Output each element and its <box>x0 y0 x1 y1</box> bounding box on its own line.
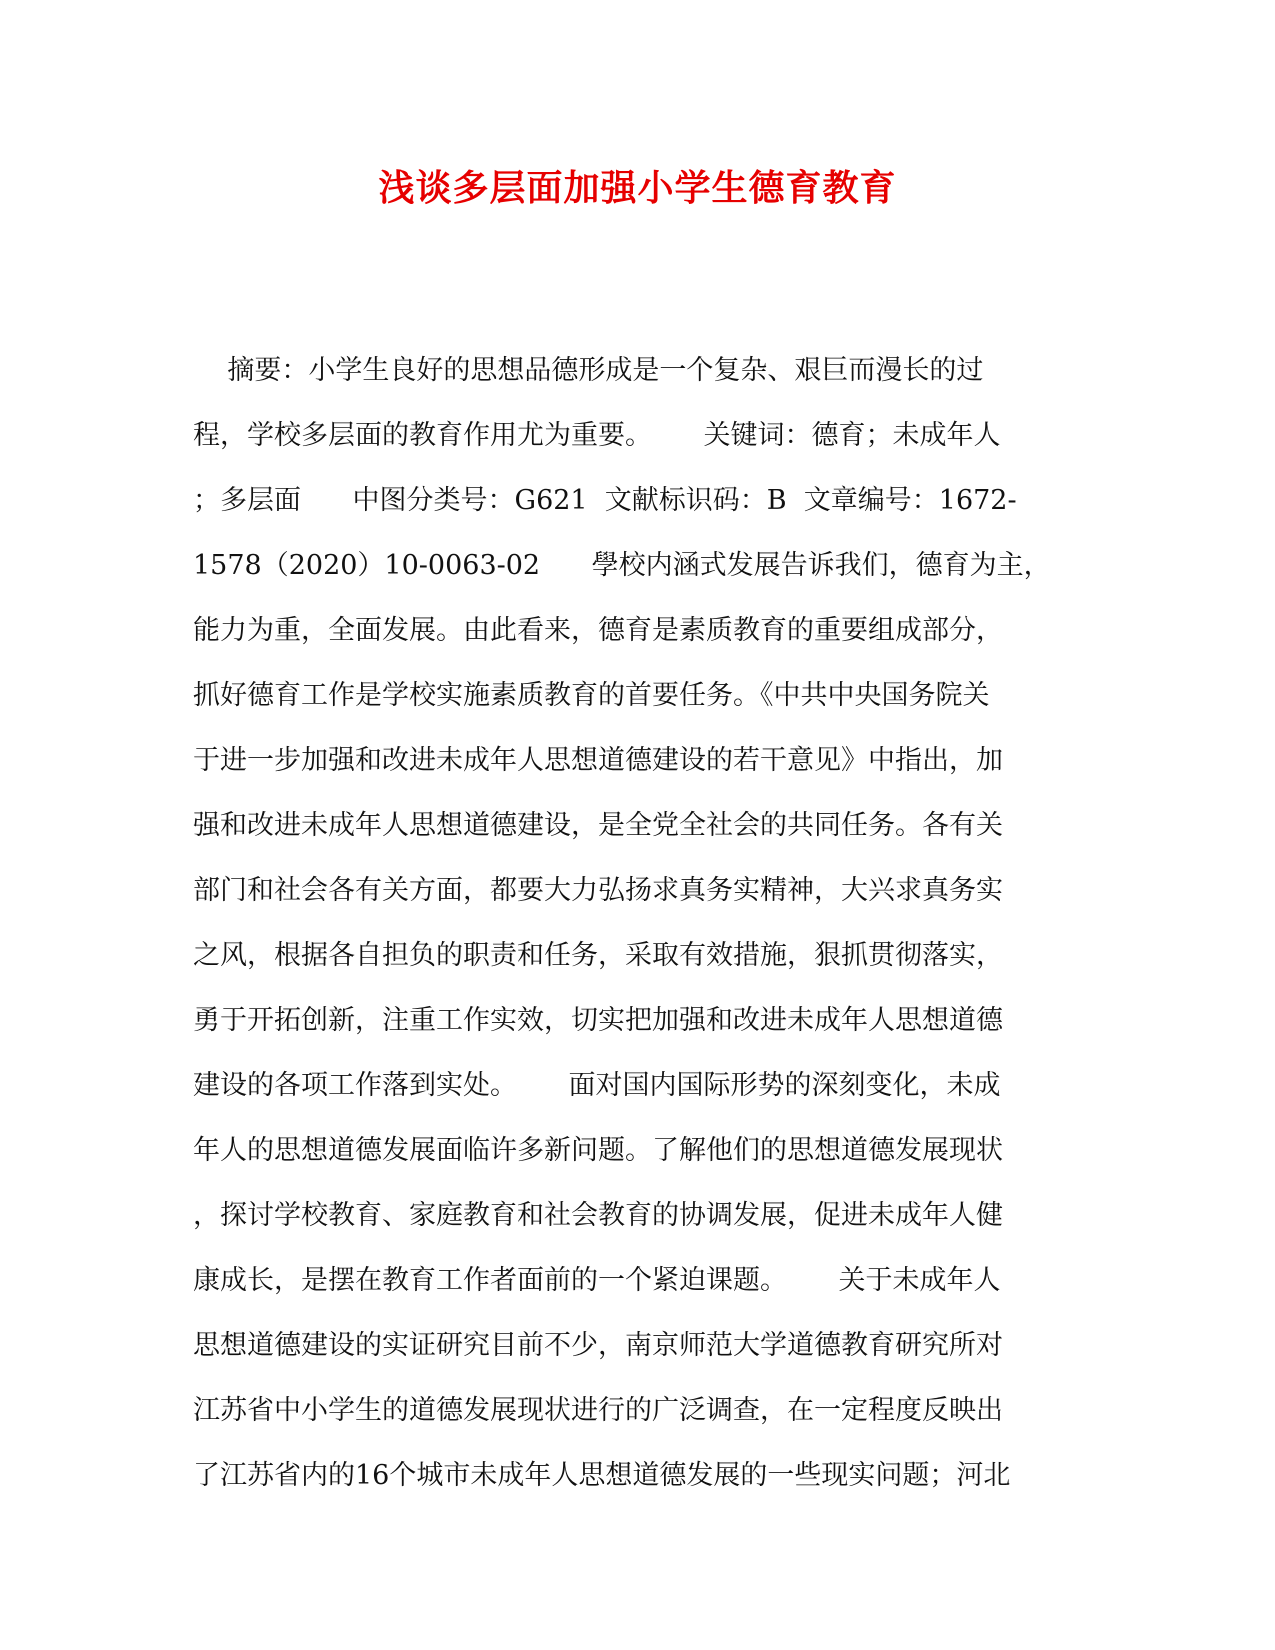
text-line: 康成长，是摆在教育工作者面前的一个紧迫课题。 关于未成年人 <box>193 1265 1001 1296</box>
text-line: 勇于开拓创新，注重工作实效，切实把加强和改进未成年人思想道德 <box>193 1005 1003 1036</box>
text-line: 强和改进未成年人思想道德建设，是全党全社会的共同任务。各有关 <box>193 810 1003 841</box>
body-text <box>193 338 1073 1508</box>
text-line: 摘要：小学生良好的思想品德形成是一个复杂、艰巨而漫长的过 <box>193 355 984 386</box>
text-line: 思想道德建设的实证研究目前不少，南京师范大学道德教育研究所对 <box>193 1330 1003 1361</box>
document-title: 浅谈多层面加强小学生德育教育 <box>378 167 897 209</box>
text-line: 建设的各项工作落到实处。 面对国内国际形势的深刻变化，未成 <box>193 1070 1001 1101</box>
text-line: 抓好德育工作是学校实施素质教育的首要任务。《中共中央国务院关 <box>193 680 990 711</box>
text-line: 江苏省中小学生的道德发展现状进行的广泛调查，在一定程度反映出 <box>193 1395 1003 1426</box>
text-line: 能力为重，全面发展。由此看来，德育是素质教育的重要组成部分， <box>193 615 1003 646</box>
text-line: 之风，根据各自担负的职责和任务，采取有效措施，狠抓贯彻落实， <box>193 940 1003 971</box>
text-line: 了江苏省内的16个城市未成年人思想道德发展的一些现实问题；河北 <box>193 1460 1011 1491</box>
text-line: ，探讨学校教育、家庭教育和社会教育的协调发展，促进未成年人健 <box>193 1200 1003 1231</box>
text-line: ；多层面 中图分类号：G621 文献标识码：B 文章编号：1672- <box>193 485 1017 516</box>
text-line: 部门和社会各有关方面，都要大力弘扬求真务实精神，大兴求真务实 <box>193 875 1003 906</box>
text-line: 于进一步加强和改进未成年人思想道德建设的若干意见》中指出，加 <box>193 745 1003 776</box>
text-line: 1578（2020）10-0063-02 學校内涵式发展告诉我们，德育为主， <box>193 550 1051 581</box>
text-line: 年人的思想道德发展面临许多新问题。了解他们的思想道德发展现状 <box>193 1135 1003 1166</box>
text-line: 程，学校多层面的教育作用尤为重要。 关键词：德育；未成年人 <box>193 420 1001 451</box>
